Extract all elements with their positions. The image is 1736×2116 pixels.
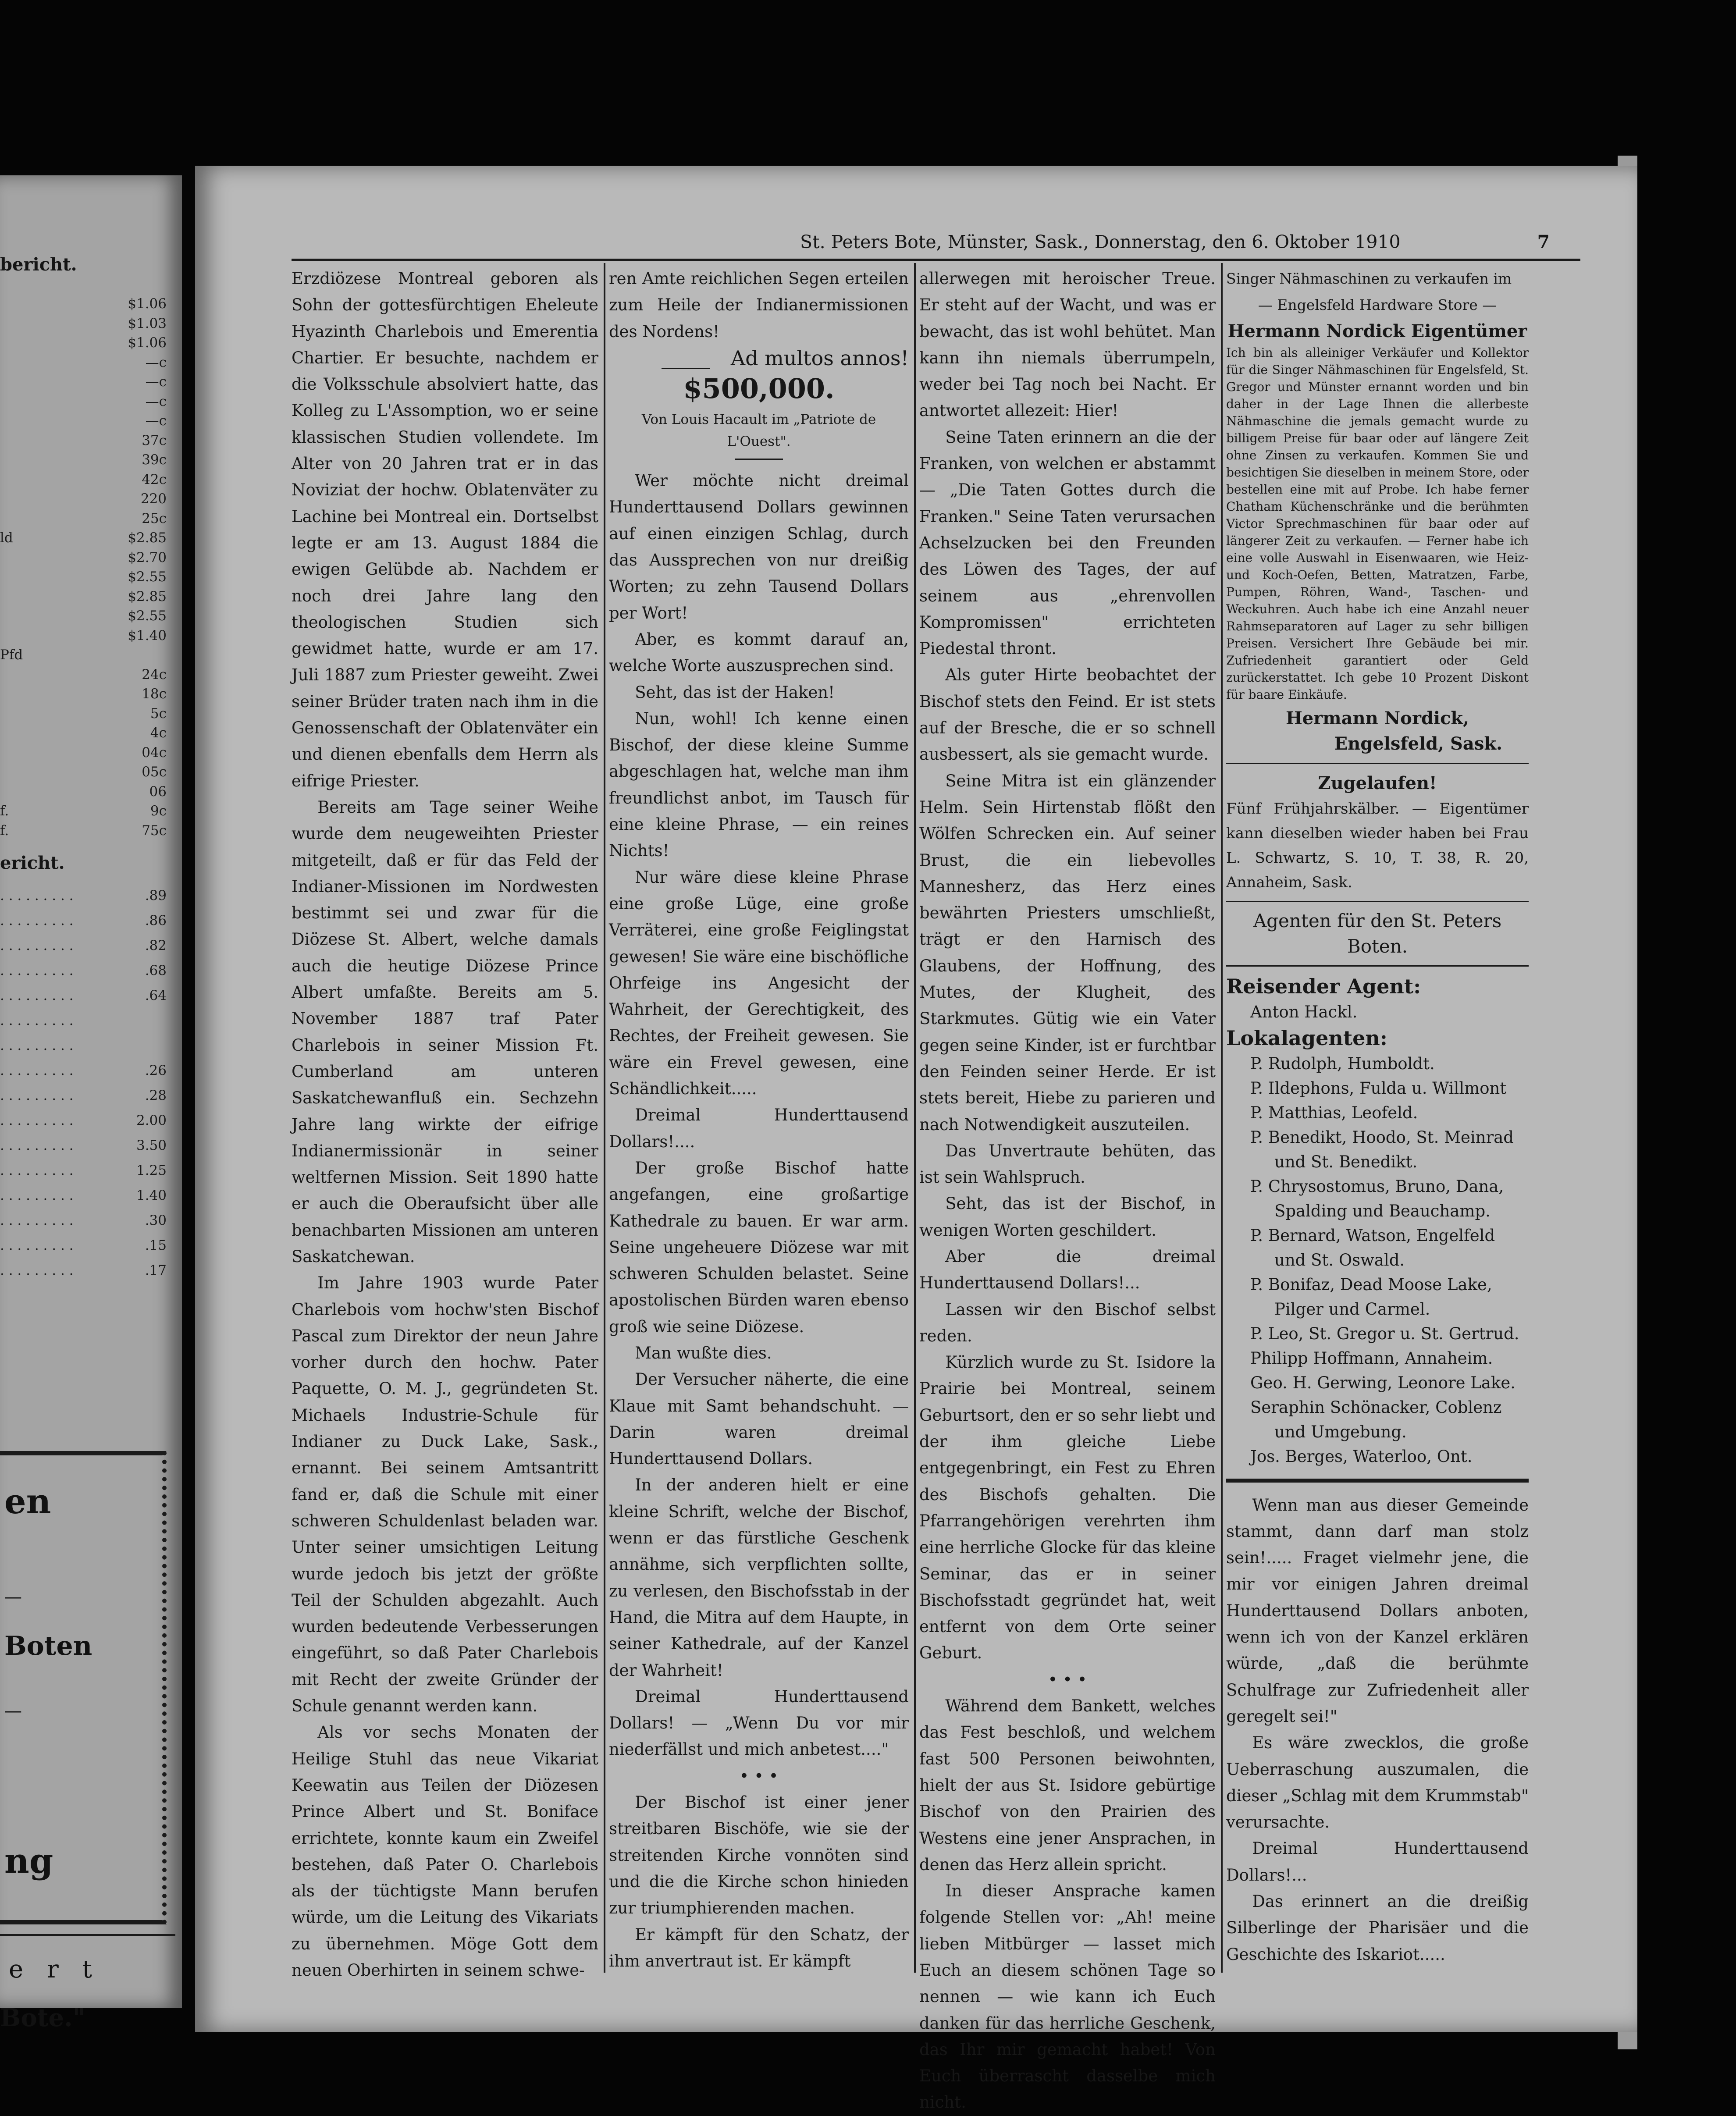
market-report-heading-2: ericht. xyxy=(0,853,65,873)
ad-owner-title: Hermann Nordick Eigentümer xyxy=(1227,320,1527,341)
price-value: $1.06 xyxy=(128,335,167,351)
price-row xyxy=(0,394,167,414)
left-footer-text: e r t xyxy=(9,1955,100,1984)
price-value: 06 xyxy=(149,783,167,800)
local-agent: P. Bonifaz, Dead Moose Lake, xyxy=(1250,1275,1492,1294)
price-value: 1.40 xyxy=(136,1188,167,1203)
price-label: . . . . . . . . . xyxy=(0,1163,74,1178)
price-value: —c xyxy=(145,374,167,390)
price-row xyxy=(0,296,167,316)
price-label: f. xyxy=(0,822,9,839)
paragraph: Aber die dreimal Hunderttausend Dollars!... xyxy=(919,1247,1216,1293)
ad-small: — xyxy=(4,1587,22,1607)
local-agent: Pilger und Carmel. xyxy=(1274,1299,1430,1319)
paragraph: Seine Mitra ist ein glänzender Helm. Sein Hirtenstab flößt den Wölfen Schrecken ein. Auf seiner Brust, die ein liebevolles Mannesherz, das Herz eines bewährten Priesters umschließt, trägt er den Harnisch des Glaubens, der Hoffnung, des Mutes, der Klugheit, des Starkmutes. Gütig wie ein Vater gegen seine Kinder, ist er furchtbar den Feinden seiner Herde. Er ist stets bereit, Hiebe zu parieren und nach Notwendigkeit auszuteilen. xyxy=(919,771,1216,1134)
paragraph: Dreimal Hunderttausend Dollars!... xyxy=(1226,1839,1529,1885)
divider xyxy=(735,459,783,460)
paragraph: Dreimal Hunderttausend Dollars!.... xyxy=(609,1106,909,1151)
paragraph: Es wäre zwecklos, die große Ueberraschung auszumalen, die dieser „Schlag mit dem Krummstab" verursachte. xyxy=(1226,1733,1529,1832)
price-label: . . . . . . . . . xyxy=(0,1088,74,1103)
price-value: 5c xyxy=(150,705,167,722)
price-row xyxy=(0,1213,167,1233)
price-row xyxy=(0,706,167,726)
local-agent: und St. Benedikt. xyxy=(1274,1152,1418,1171)
paragraph: Dreimal Hunderttausend Dollars! — „Wenn Du vor mir niederfällst und mich anbetest...." xyxy=(609,1687,909,1759)
price-row xyxy=(0,803,167,823)
page-number: 7 xyxy=(1537,231,1550,252)
price-value: 05c xyxy=(142,764,167,780)
price-value: .17 xyxy=(145,1262,167,1278)
local-agent: Geo. H. Gerwing, Leonore Lake. xyxy=(1250,1373,1515,1392)
ad-word: Boten xyxy=(4,1631,92,1661)
column-rule xyxy=(1221,263,1223,1973)
local-agent: Seraphin Schönacker, Coblenz xyxy=(1250,1398,1502,1417)
price-value: .15 xyxy=(145,1238,167,1253)
section-stars: • • • xyxy=(1048,1670,1087,1689)
paragraph: Er kämpft für den Schatz, der ihm anvertraut ist. Er kämpft xyxy=(609,1925,909,1970)
price-label: . . . . . . . . . xyxy=(0,1213,74,1228)
price-row xyxy=(0,628,167,648)
paragraph: Man wußte dies. xyxy=(635,1343,772,1362)
column-4 xyxy=(1226,266,1529,1968)
price-value: 3.50 xyxy=(136,1138,167,1153)
price-label: . . . . . . . . . xyxy=(0,1063,74,1078)
local-agent: und St. Oswald. xyxy=(1274,1250,1405,1270)
lost-notice-text: Fünf Frühjahrskälber. — Eigentümer kann dieselben wieder haben bei Frau L. Schwartz, S. 10, T. 38, R. 20, Annaheim, Sask. xyxy=(1226,800,1529,891)
price-value: 75c xyxy=(142,822,167,839)
local-agent: P. Matthias, Leofeld. xyxy=(1250,1103,1418,1122)
price-value: 220 xyxy=(140,491,167,507)
price-row xyxy=(0,988,167,1008)
local-agent: Jos. Berges, Waterloo, Ont. xyxy=(1250,1447,1473,1466)
price-value: $2.55 xyxy=(128,608,167,624)
advertisement-box xyxy=(0,1451,167,1924)
price-label: . . . . . . . . . xyxy=(0,963,74,978)
price-row xyxy=(0,938,167,958)
price-label: . . . . . . . . . xyxy=(0,1038,74,1053)
price-value: $1.06 xyxy=(128,296,167,312)
paragraph: Als guter Hirte beobachtet der Bischof stets den Feind. Er ist stets auf der Bresche, die er so schnell ausbessert, als sie gemacht wurde. xyxy=(919,665,1216,764)
paragraph: Wer möchte nicht dreimal Hunderttausend Dollars gewinnen auf einen einzigen Schlag, durch das Aussprechen von nur dreißig Worten; zu zehn Tausend Dollars per Wort! xyxy=(609,471,909,622)
price-row xyxy=(0,913,167,933)
price-value: $2.85 xyxy=(128,530,167,546)
price-label: . . . . . . . . . xyxy=(0,1013,74,1028)
price-label: ld xyxy=(0,530,13,546)
price-value: .68 xyxy=(145,963,167,978)
price-row xyxy=(0,686,167,706)
paragraph: Seht, das ist der Bischof, in wenigen Worten geschildert. xyxy=(919,1194,1216,1240)
page-header xyxy=(278,231,1611,258)
price-row xyxy=(0,452,167,472)
local-agent: und Umgebung. xyxy=(1274,1422,1407,1441)
price-label: f. xyxy=(0,803,9,819)
price-row xyxy=(0,1113,167,1133)
ad-word: en xyxy=(4,1482,51,1522)
header-rule xyxy=(292,259,1580,261)
price-row xyxy=(0,888,167,908)
ad-signature-place: Engelsfeld, Sask. xyxy=(1334,733,1502,754)
price-label: . . . . . . . . . xyxy=(0,988,74,1003)
local-agent: P. Benedikt, Hoodo, St. Meinrad xyxy=(1250,1127,1514,1147)
travel-agent-name: Anton Hackl. xyxy=(1250,1002,1358,1021)
paragraph: In der anderen hielt er eine kleine Schrift, welche der Bischof, wenn er das fürstliche Geschenk annähme, sich verpflichten sollte, zu verlesen, den Bischofsstab in der Hand, die Mitra auf dem Haupte, in seiner Kathedrale, auf der Kanzel der Wahrheit! xyxy=(609,1476,909,1680)
paragraph: Das Unvertraute behüten, das ist sein Wahlspruch. xyxy=(919,1141,1216,1187)
paragraph: Nur wäre diese kleine Phrase eine große Lüge, eine große Verräterei, eine große Feiglingstat gewesen! Sie wäre eine bischöfliche Ohrfeige ins Angesicht der Wahrheit, der Gerechtigkeit, des Rechtes, der Freiheit gewesen. Sie wäre ein Frevel gewesen, eine Schändlichkeit..... xyxy=(609,868,909,1099)
price-row xyxy=(0,530,167,550)
price-value: 39c xyxy=(142,452,167,468)
price-value: .64 xyxy=(145,988,167,1003)
price-value: .86 xyxy=(145,913,167,928)
price-label: . . . . . . . . . xyxy=(0,1138,74,1153)
local-agent: Spalding und Beauchamp. xyxy=(1274,1201,1491,1220)
paragraph: Aber, es kommt darauf an, welche Worte auszusprechen sind. xyxy=(609,629,909,676)
price-value: 2.00 xyxy=(136,1113,167,1128)
price-value: $2.70 xyxy=(128,549,167,565)
price-row xyxy=(0,823,167,843)
price-row xyxy=(0,647,167,667)
price-row xyxy=(0,472,167,492)
ad-text: Ich bin als alleiniger Verkäufer und Kollektor für die Singer Nähmaschinen für Engelsfeld, St. Gregor und Münster ernannt worden und bin daher in der Lage Ihnen die allerbeste Nähmaschine die jemals gemacht wurde zu billigem Preise für baar oder auf längere Zeit ohne Zinsen zu verkaufen. Kommen Sie und besichtigen Sie dieselben in meinem Store, oder bestellen eine mit auf Probe. Ich habe ferner Chatham Küchenschränke und die berühmten Victor Sprechmaschinen für baar oder auf längerer Zeit zu verkaufen. — Ferner habe ich eine volle Auswahl in Eisenwaaren, wie Heiz- und Koch-Oefen, Betten, Matratzen, Farbe, Pumpen, Röhren, Wand-, Taschen- und Weckuhren. Auch habe ich eine Anzahl neuer Rahmseparatoren auf Lager zu sehr billigen Preisen. Versichert Ihre Gebäude bei mir. Zufriedenheit garantiert oder Geld zurückerstattet. Ich gebe 10 Prozent Diskont für baare Einkäufe. xyxy=(1226,345,1529,702)
price-row xyxy=(0,1088,167,1108)
price-value: 9c xyxy=(150,803,167,819)
price-row xyxy=(0,1238,167,1258)
agents-heading: Agenten für den St. Peters Boten. xyxy=(1253,910,1502,957)
price-row xyxy=(0,1038,167,1058)
price-label: . . . . . . . . . xyxy=(0,938,74,953)
left-footer-bote: Bote." xyxy=(0,2003,85,2032)
price-value: $2.85 xyxy=(128,588,167,605)
price-label: . . . . . . . . . xyxy=(0,1238,74,1253)
paragraph: Der große Bischof hatte angefangen, eine großartige Kathedrale zu bauen. Er war arm. Seine ungeheuere Diözese war mit schweren Schulden belastet. Seine apostolischen Bürden waren ebenso groß wie seine Diözese. xyxy=(609,1158,909,1336)
price-row xyxy=(0,569,167,589)
paragraph: Wenn man aus dieser Gemeinde stammt, dann darf man stolz sein!..... Fraget vielmehr jene, die mir vor einigen Jahren dreimal Hunderttausend Dollars anboten, wenn ich von der Kanzel erklären würde, „daß die berühmte Schulfrage zur Zufriedenheit aller geregelt sei!" xyxy=(1226,1495,1529,1726)
local-agents-list xyxy=(1226,1052,1529,1469)
price-value: 4c xyxy=(150,725,167,741)
price-label: . . . . . . . . . xyxy=(0,1262,74,1278)
price-value: —c xyxy=(145,354,167,370)
local-agent: P. Chrysostomus, Bruno, Dana, xyxy=(1250,1177,1504,1196)
ad-word: ng xyxy=(4,1841,53,1881)
newspaper-page xyxy=(195,166,1637,2112)
price-row xyxy=(0,1262,167,1283)
price-value: 1.25 xyxy=(136,1163,167,1178)
market-report-heading: bericht. xyxy=(0,254,77,275)
price-row xyxy=(0,413,167,433)
travel-agent-heading: Reisender Agent: xyxy=(1226,974,1421,998)
price-value: 25c xyxy=(142,510,167,526)
paragraph: Im Jahre 1903 wurde Pater Charlebois vom hochw'sten Bischof Pascal zum Direktor der neun Jahre vorher durch den hochw. Pater Paquette, O. M. J., gegründeten St. Michaels Industrie-Schule für Indianer zu Duck Lake, Sask., ernannt. Bei seinem Amtsantritt fand er, daß die Schule mit einer schweren Schuldenlast beladen war. Unter seiner umsichtigen Leitung wurde jedoch bis jetzt der größte Teil der Schulden abgezahlt. Auch wurden bedeutende Verbesserungen eingeführt, so daß Pater Charlebois mit Recht der zweite Gründer der Schule genannt werden kann. xyxy=(292,1273,598,1716)
price-row xyxy=(0,1138,167,1158)
price-value: .89 xyxy=(145,888,167,903)
byline: Von Louis Hacault im „Patriote de L'Ouest". xyxy=(641,412,876,450)
price-row xyxy=(0,745,167,765)
paragraph: Während dem Bankett, welches das Fest beschloß, und welchem fast 500 Personen beiwohnten, hielt der aus St. Isidore gebürtige Bischof von den Prairien des Westens eine jener Ansprachen, in denen das Herz allein spricht. xyxy=(919,1696,1216,1874)
local-agent: P. Ildephons, Fulda u. Willmont xyxy=(1250,1078,1507,1098)
price-label: Pfd xyxy=(0,647,23,663)
price-label: . . . . . . . . . xyxy=(0,1113,74,1128)
divider xyxy=(1226,1479,1529,1483)
price-value: —c xyxy=(145,393,167,409)
lost-notice-title: Zugelaufen! xyxy=(1318,772,1437,793)
price-row xyxy=(0,784,167,804)
paragraph: Der Bischof ist einer jener streitbaren Bischöfe, wie sie der streitenden Kirche vonnöten sind und die die Kirche schon hinieden zur triumphierenden machen. xyxy=(609,1793,909,1918)
price-value: 37c xyxy=(142,432,167,448)
column-rule xyxy=(604,263,605,1973)
divider xyxy=(1226,763,1529,764)
price-row xyxy=(0,374,167,394)
price-row xyxy=(0,1013,167,1033)
price-row xyxy=(0,550,167,570)
price-label: . . . . . . . . . xyxy=(0,888,74,903)
column-3 xyxy=(919,266,1216,2116)
paragraph: Das erinnert an die dreißig Silberlinge der Pharisäer und die Geschichte des Iskariot..... xyxy=(1226,1892,1529,1964)
paragraph: Seht, das ist der Haken! xyxy=(635,683,835,702)
price-row xyxy=(0,1163,167,1183)
price-row xyxy=(0,667,167,687)
local-agents-heading: Lokalagenten: xyxy=(1226,1026,1387,1050)
price-row xyxy=(0,1188,167,1208)
local-agent: P. Rudolph, Humboldt. xyxy=(1250,1054,1435,1073)
local-agent: P. Leo, St. Gregor u. St. Gertrud. xyxy=(1250,1324,1519,1343)
price-row xyxy=(0,335,167,355)
paragraph: Seine Taten erinnern an die der Franken, von welchen er abstammt — „Die Taten Gottes durch die Franken." Seine Taten verursachen Achselzucken bei den Freunden des Löwen des Tages, der auf seinem aus „ehrenvollen Kompromissen" errichteten Piedestal thront. xyxy=(919,427,1216,658)
column-2 xyxy=(609,266,909,1974)
price-value: .82 xyxy=(145,938,167,953)
previous-page-strip xyxy=(0,175,182,2032)
paragraph: Nun, wohl! Ich kenne einen Bischof, der diese kleine Summe abgeschlagen hat, welche man ihm freundlichst anbot, im Tausch für eine kleine Phrase, — ein reines Nichts! xyxy=(609,709,909,861)
price-value: $1.40 xyxy=(128,627,167,644)
paragraph: Der Versucher näherte, die eine Klaue mit Samt behandschuht. — Darin waren dreimal Hunderttausend Dollars. xyxy=(609,1370,909,1469)
price-value: $2.55 xyxy=(128,569,167,585)
headline: $500,000. xyxy=(683,373,835,405)
divider xyxy=(1226,901,1529,902)
paragraph: Lassen wir den Bischof selbst reden. xyxy=(919,1300,1216,1345)
price-row xyxy=(0,511,167,531)
paragraph: allerwegen mit heroischer Treue. Er steht auf der Wacht, und was er bewacht, das ist wohl behütet. Man kann ihn niemals überrumpeln, weder bei Tag noch bei Nacht. Er antwortet allezeit: Hier! xyxy=(919,269,1216,420)
price-row xyxy=(0,433,167,453)
paragraph: ren Amte reichlichen Segen erteilen zum Heile der Indianermissionen des Nordens! xyxy=(609,269,909,341)
price-row xyxy=(0,608,167,628)
paragraph: Bereits am Tage seiner Weihe wurde dem neugeweihten Priester mitgeteilt, daß er für das Feld der Indianer-Missionen im Nordwesten bestimmt sei und zwar für die Diözese St. Albert, welche damals auch die heutige Diözese Prince Albert umfaßte. Bereits am 5. November 1887 traf Pater Charlebois in seiner Mission Ft. Cumberland am unteren Saskatchewanfluß ein. Sechzehn Jahre lang wirkte der eifrige Indianermissionär in seiner weltfernen Mission. Seit 1890 hatte er auch die Oberaufsicht über alle benachbarten Missionen am unteren Saskatchewan. xyxy=(292,797,598,1266)
price-label: . . . . . . . . . xyxy=(0,913,74,928)
price-value: .30 xyxy=(145,1213,167,1228)
price-row xyxy=(0,725,167,745)
price-row xyxy=(0,963,167,983)
price-value: —c xyxy=(145,413,167,429)
column-1 xyxy=(292,266,598,1984)
divider xyxy=(0,1934,175,1936)
ad-small: — xyxy=(4,1701,22,1721)
price-row xyxy=(0,764,167,784)
paragraph: Kürzlich wurde zu St. Isidore la Prairie bei Montreal, seinem Geburtsort, den er so sehr liebt und der ihm gleiche Liebe entgegenbringt, ein Fest zu Ehren des Bischofs gehalten. Die Pfarrangehörigen verehrten ihm eine herrliche Glocke für das kleine Seminar, das er in seiner Bischofsstadt gegründet hat, weit entfernt von dem Orte seiner Geburt. xyxy=(919,1353,1216,1663)
divider xyxy=(1226,965,1529,967)
masthead-line: St. Peters Bote, Münster, Sask., Donnerstag, den 6. Oktober 1910 xyxy=(800,231,1401,252)
price-value: 04c xyxy=(142,744,167,761)
motto: Ad multos annos! xyxy=(730,346,909,370)
column-rule xyxy=(914,263,916,1973)
ad-intro: Singer Nähmaschinen zu verkaufen im xyxy=(1226,270,1512,287)
ad-signature: Hermann Nordick, xyxy=(1285,708,1469,729)
price-value: .26 xyxy=(145,1063,167,1078)
paragraph: In dieser Ansprache kamen folgende Stellen vor: „Ah! meine lieben Mitbürger — lasset mich Euch an diesem schönen Tage so nennen — wie kann ich Euch danken für das herrliche Geschenk, das Ihr mir gemacht habet! Von Euch überrascht dasselbe mich nicht. xyxy=(919,1881,1216,2112)
paragraph: Erzdiözese Montreal geboren als Sohn der gottesfürchtigen Eheleute Hyazinth Charlebois und Emerentia Chartier. Er besuchte, nachdem er die Volksschule absolviert hatte, das Kolleg zu L'Assomption, wo er seine klassischen Studien vollendete. Im Alter von 20 Jahren trat er in das Noviziat der hochw. Oblatenväter zu Lachine bei Montreal ein. Dortselbst legte er am 13. August 1884 die ewigen Gelübde ab. Nachdem er noch drei Jahre lang den theologischen Studien sich gewidmet hatte, wurde er am 17. Juli 1887 zum Priester geweiht. Zwei seiner Brüder traten nach ihm in die Genossenschaft der Oblatenväter ein und dienen ebenfalls dem Herrn als eifrige Priester. xyxy=(292,269,598,790)
price-value: $1.03 xyxy=(128,315,167,331)
local-agent: Philipp Hoffmann, Annaheim. xyxy=(1250,1348,1493,1368)
paragraph: Als vor sechs Monaten der Heilige Stuhl das neue Vikariat Keewatin aus Teilen der Diözesen Prince Albert und St. Boniface errichtete, konnte kaum ein Zweifel bestehen, daß Pater O. Charlebois als der tüchtigste Mann berufen würde, um die Leitung des Vikariats zu übernehmen. Möge Gott dem neuen Oberhirten in seinem schwe- xyxy=(292,1723,598,1980)
price-row xyxy=(0,355,167,375)
price-row xyxy=(0,491,167,511)
price-value: 24c xyxy=(142,666,167,683)
price-row xyxy=(0,1063,167,1083)
price-value: .28 xyxy=(145,1088,167,1103)
section-stars: • • • xyxy=(739,1766,779,1785)
store-name: — Engelsfeld Hardware Store — xyxy=(1258,296,1497,314)
price-value: 18c xyxy=(142,686,167,702)
local-agent: P. Bernard, Watson, Engelfeld xyxy=(1250,1226,1495,1245)
price-label: . . . . . . . . . xyxy=(0,1188,74,1203)
price-row xyxy=(0,316,167,336)
price-row xyxy=(0,589,167,609)
price-value: 42c xyxy=(142,471,167,487)
